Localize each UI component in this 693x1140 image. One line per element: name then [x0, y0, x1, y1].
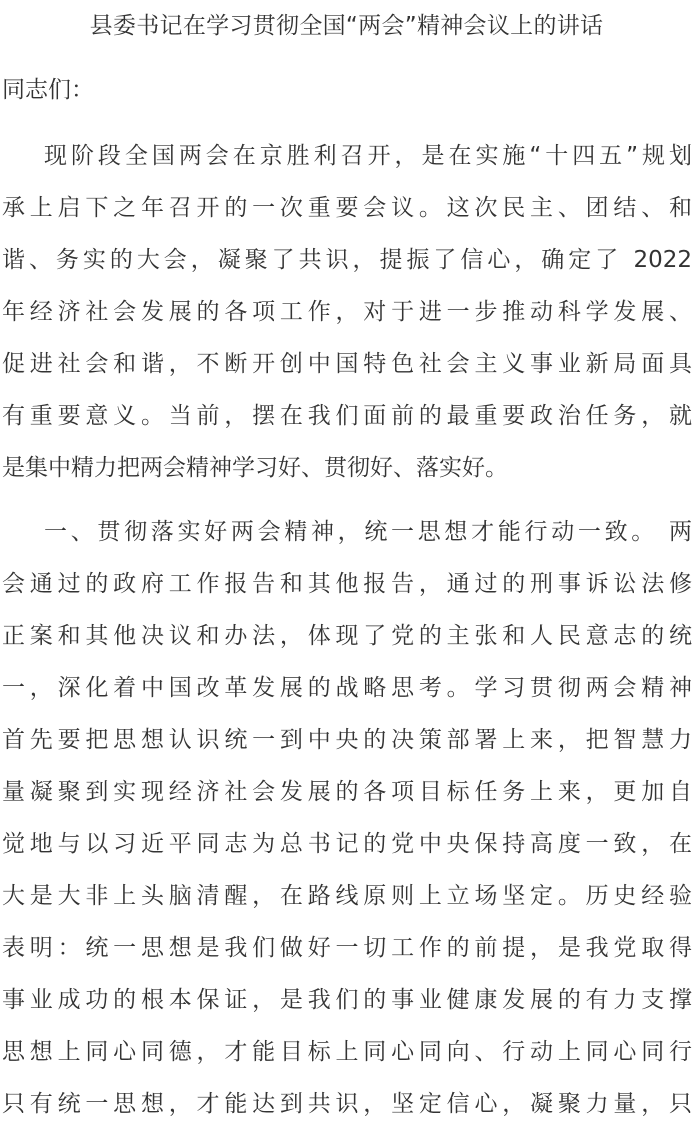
paragraph-2: [2, 516, 692, 1140]
text-line: 是集中精力把两会精神学习好、贯彻好、落实好。: [2, 455, 508, 481]
text-line: 觉地与以习近平同志为总书记的党中央保持高度一致，在: [2, 831, 692, 857]
document-title: 县委书记在学习贯彻全国“两会”精神会议上的讲话: [89, 13, 604, 39]
text-line: 事业成功的根本保证，是我们的事业健康发展的有力支撑: [2, 987, 692, 1013]
text-line: 有重要意义。当前，摆在我们面前的最重要政治任务，就: [2, 403, 692, 429]
text-line: 谐、务实的大会，凝聚了共识，提振了信心，确定了 2022: [2, 247, 692, 273]
text-line: 促进社会和谐，不断开创中国特色社会主义事业新局面具: [2, 351, 692, 377]
paragraph-1: [2, 140, 692, 504]
text-line: 现阶段全国两会在京胜利召开，是在实施“十四五”规划: [44, 143, 692, 169]
text-line: 会通过的政府工作报告和其他报告，通过的刑事诉讼法修: [2, 571, 692, 597]
text-line: 一，深化着中国改革发展的战略思考。学习贯彻两会精神: [2, 675, 692, 701]
text-line: 承上启下之年召开的一次重要会议。这次民主、团结、和: [2, 195, 692, 221]
text-line: 大是大非上头脑清醒，在路线原则上立场坚定。历史经验: [2, 883, 692, 909]
text-line: 思想上同心同德，才能目标上同心同向、行动上同心同行: [2, 1039, 692, 1065]
text-line: 年经济社会发展的各项工作，对于进一步推动科学发展、: [2, 299, 692, 325]
text-line: 一、贯彻落实好两会精神，统一思想才能行动一致。 两: [44, 519, 692, 545]
text-line: 只有统一思想，才能达到共识，坚定信心，凝聚力量，只: [2, 1091, 692, 1117]
text-line: 量凝聚到实现经济社会发展的各项目标任务上来，更加自: [2, 779, 692, 805]
text-line: 表明：统一思想是我们做好一切工作的前提，是我党取得: [2, 935, 692, 961]
greeting: 同志们：: [2, 77, 94, 103]
text-line: 首先要把思想认识统一到中央的决策部署上来，把智慧力: [2, 727, 692, 753]
text-line: 正案和其他决议和办法，体现了党的主张和人民意志的统: [2, 623, 692, 649]
